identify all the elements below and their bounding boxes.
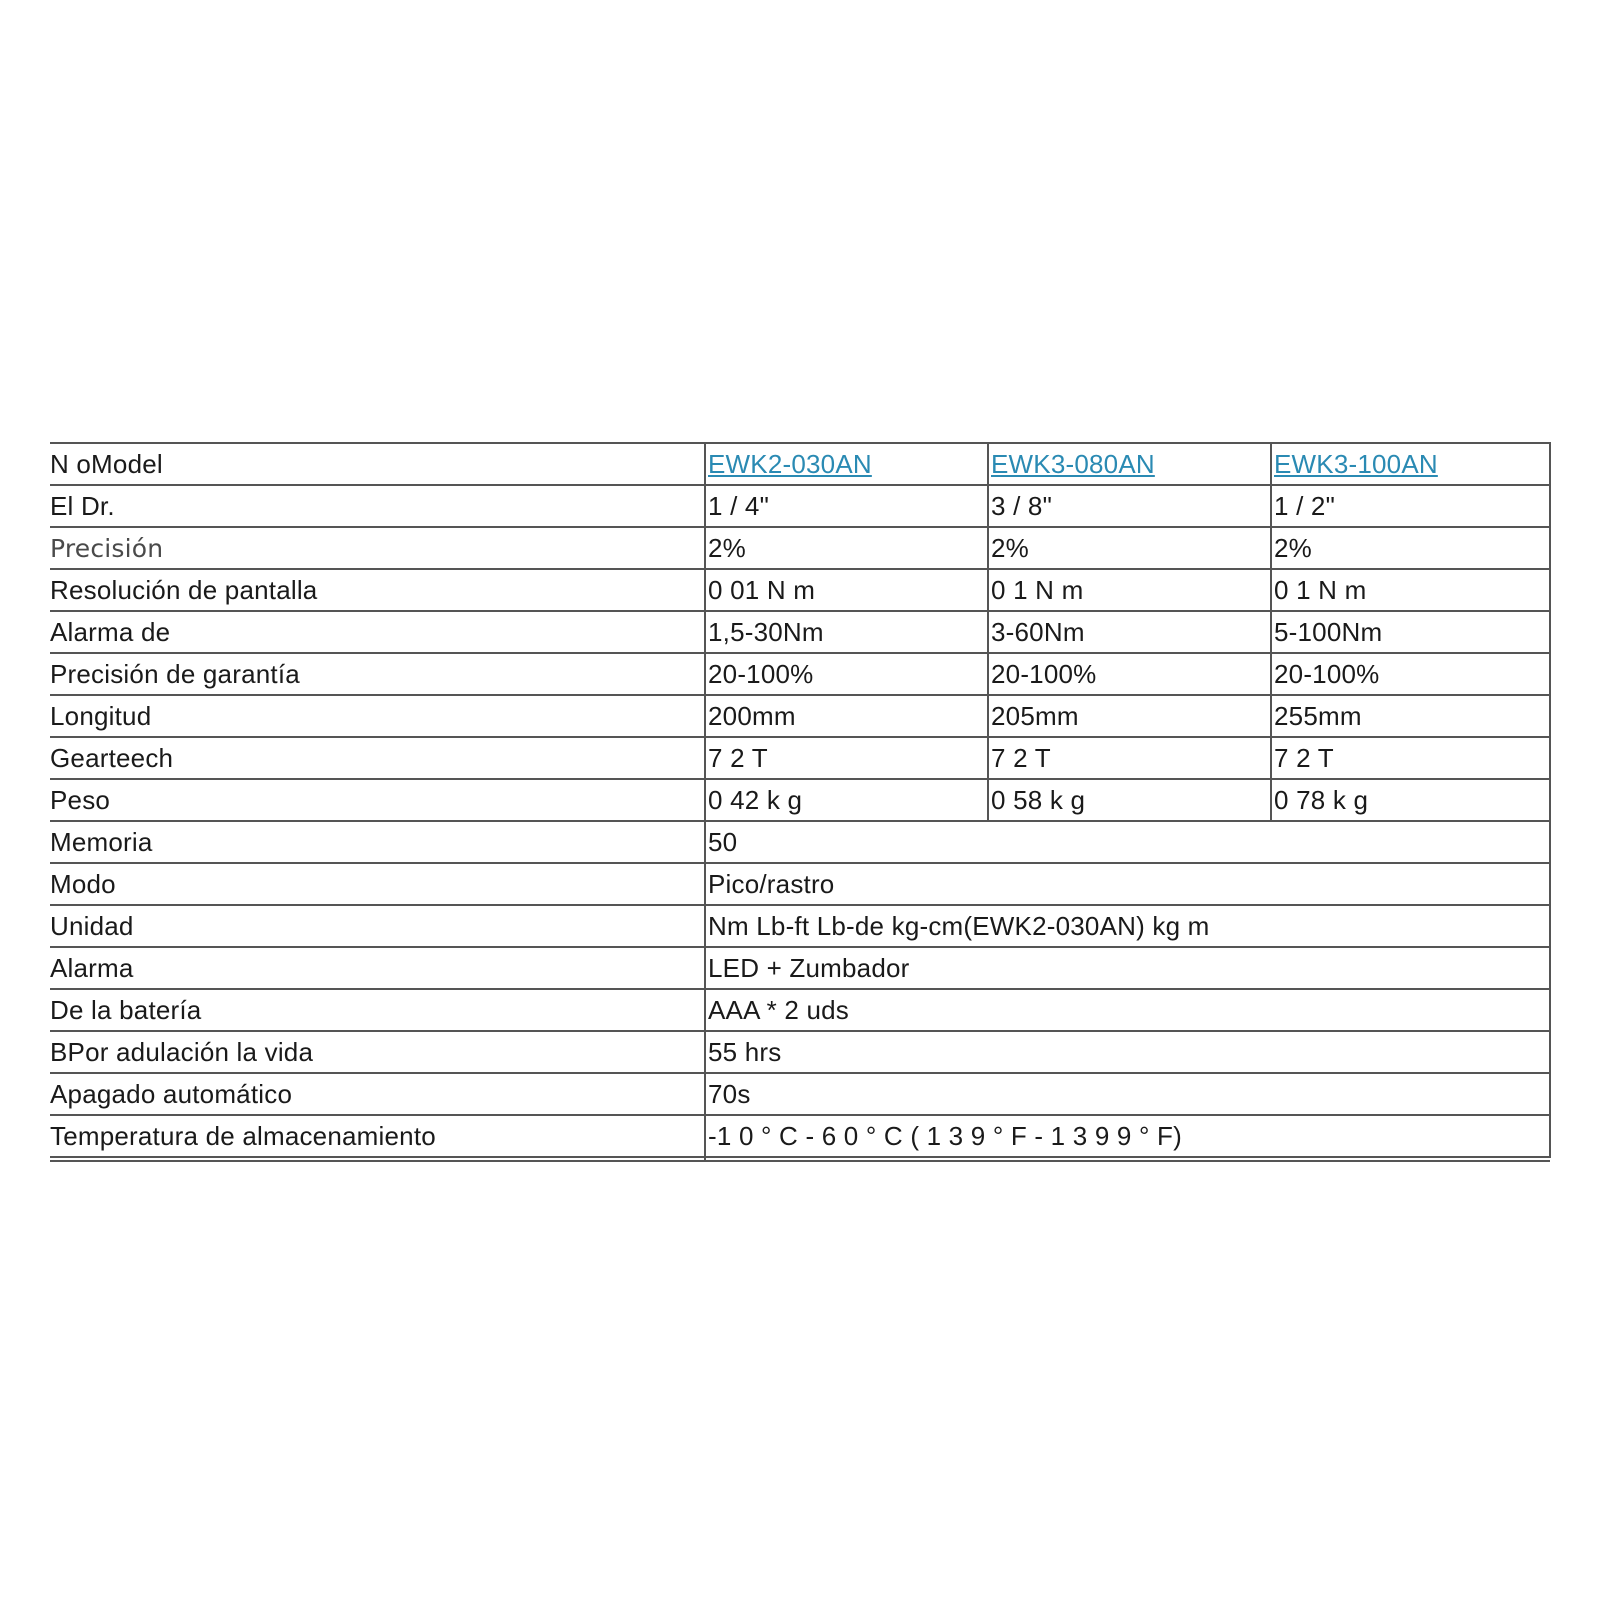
table-row [50, 1115, 1550, 1157]
row-value: -1 0 ° C - 6 0 ° C ( 1 3 9 ° F - 1 3 9 9 ° F) [705, 1115, 1550, 1157]
row-label: Peso [50, 779, 705, 821]
row-value: 205mm [988, 695, 1271, 737]
row-value: 0 1 N m [988, 569, 1271, 611]
row-value: 55 hrs [705, 1031, 1550, 1073]
row-value: 0 1 N m [1271, 569, 1550, 611]
table-row-header [50, 443, 1550, 485]
row-value: 20-100% [988, 653, 1271, 695]
row-value: 20-100% [705, 653, 988, 695]
table-row [50, 653, 1550, 695]
row-label: El Dr. [50, 485, 705, 527]
table-row [50, 527, 1550, 569]
model-header-label: N oModel [50, 443, 705, 485]
row-label: Apagado automático [50, 1073, 705, 1115]
row-value: 1,5-30Nm [705, 611, 988, 653]
row-value: 2% [988, 527, 1271, 569]
row-label: Modo [50, 863, 705, 905]
row-label: De la batería [50, 989, 705, 1031]
table-row [50, 695, 1550, 737]
row-value: Pico/rastro [705, 863, 1550, 905]
table-bottom-rule [50, 1160, 1550, 1162]
table-row [50, 947, 1550, 989]
row-value: Nm Lb-ft Lb-de kg-cm(EWK2-030AN) kg m [705, 905, 1550, 947]
row-label: Memoria [50, 821, 705, 863]
model-link-ewk2-030an[interactable]: EWK2-030AN [708, 448, 872, 479]
row-value: 1 / 2" [1271, 485, 1550, 527]
row-value: 0 78 k g [1271, 779, 1550, 821]
row-value: 1 / 4" [705, 485, 988, 527]
row-value: 50 [705, 821, 1550, 863]
row-value: 0 42 k g [705, 779, 988, 821]
table-row [50, 1073, 1550, 1115]
model-cell [1271, 443, 1550, 485]
table-row [50, 821, 1550, 863]
row-value: 5-100Nm [1271, 611, 1550, 653]
table-row [50, 905, 1550, 947]
table-row [50, 737, 1550, 779]
row-label: Longitud [50, 695, 705, 737]
row-value: 0 58 k g [988, 779, 1271, 821]
table-row [50, 989, 1550, 1031]
row-value: 20-100% [1271, 653, 1550, 695]
row-value: LED + Zumbador [705, 947, 1550, 989]
table-bottom-divider [704, 1148, 706, 1160]
row-value: 3 / 8" [988, 485, 1271, 527]
spec-table [50, 442, 1551, 1158]
row-label: BPor adulación la vida [50, 1031, 705, 1073]
row-label: Precisión [50, 527, 705, 569]
row-value: 7 2 T [705, 737, 988, 779]
model-link-ewk3-100an[interactable]: EWK3-100AN [1274, 448, 1438, 479]
row-value: 200mm [705, 695, 988, 737]
table-row [50, 779, 1550, 821]
row-label: Gearteech [50, 737, 705, 779]
table-row [50, 569, 1550, 611]
row-label: Temperatura de almacenamiento [50, 1115, 705, 1157]
row-value: AAA * 2 uds [705, 989, 1550, 1031]
row-value: 7 2 T [1271, 737, 1550, 779]
row-label: Resolución de pantalla [50, 569, 705, 611]
row-value: 2% [1271, 527, 1550, 569]
row-value: 255mm [1271, 695, 1550, 737]
row-label: Alarma de [50, 611, 705, 653]
table-row [50, 863, 1550, 905]
model-link-ewk3-080an[interactable]: EWK3-080AN [991, 448, 1155, 479]
model-cell [988, 443, 1271, 485]
model-cell [705, 443, 988, 485]
table-row [50, 485, 1550, 527]
row-value: 0 01 N m [705, 569, 988, 611]
row-value: 7 2 T [988, 737, 1271, 779]
table-row [50, 1031, 1550, 1073]
row-label: Alarma [50, 947, 705, 989]
row-label: Unidad [50, 905, 705, 947]
row-value: 2% [705, 527, 988, 569]
row-label: Precisión de garantía [50, 653, 705, 695]
row-value: 3-60Nm [988, 611, 1271, 653]
table-row [50, 611, 1550, 653]
row-value: 70s [705, 1073, 1550, 1115]
